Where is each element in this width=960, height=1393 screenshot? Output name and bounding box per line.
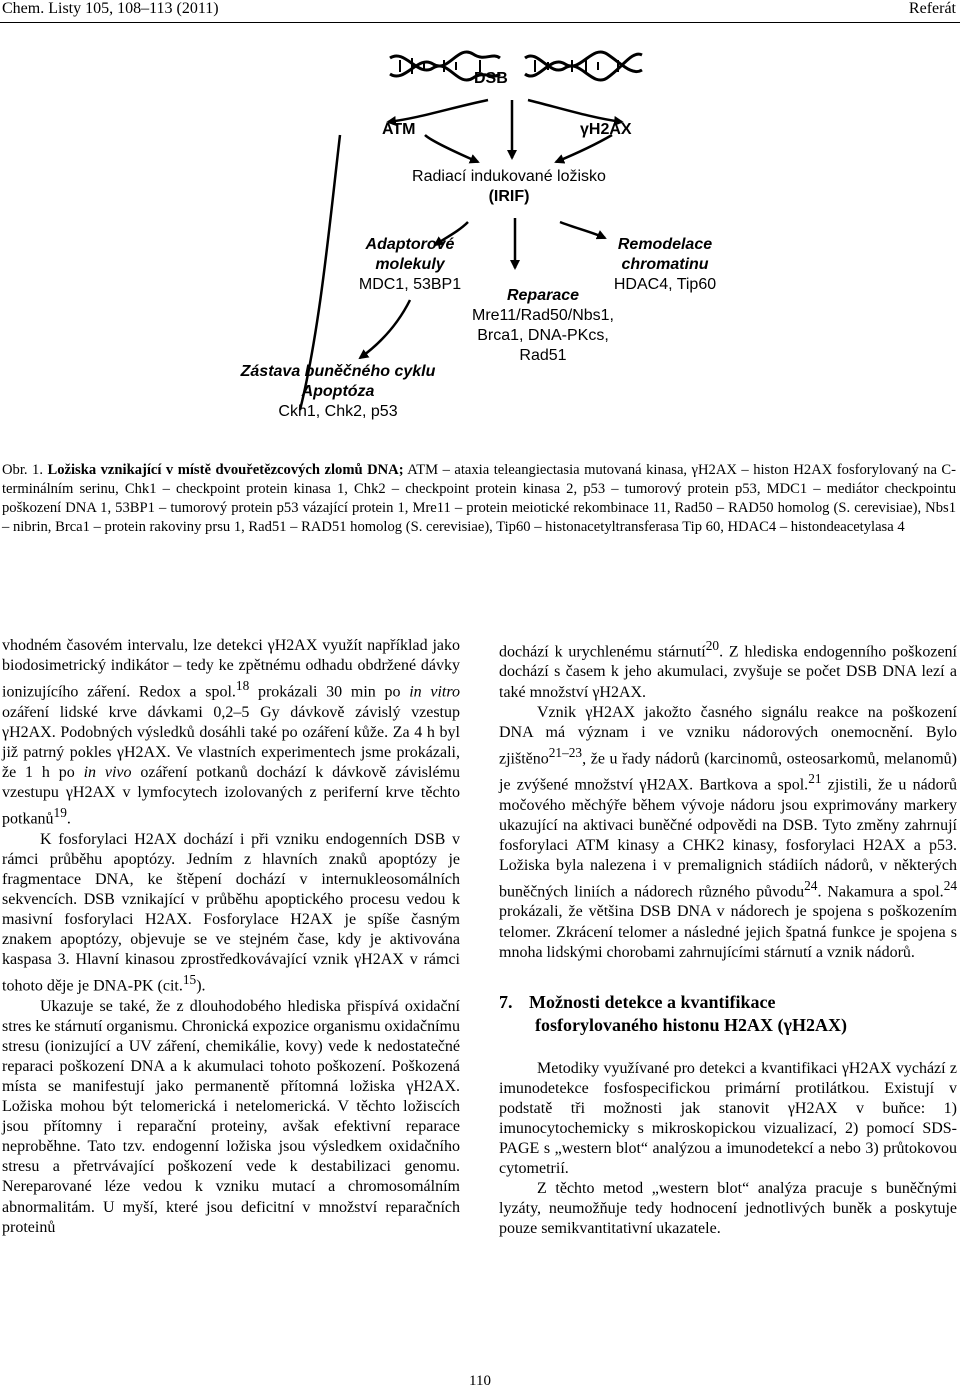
repair-line4: Rad51 (519, 347, 567, 364)
citation-ref: 19 (53, 805, 67, 821)
citation-ref: 24 (943, 878, 958, 894)
caption-title: Ložiska vznikající v místě dvouřetězcových zlomů DNA; (47, 462, 404, 478)
remodel-line3: HDAC4, Tip60 (613, 276, 717, 293)
remodel-line2: chromatinu (621, 256, 709, 273)
arrest-line3: Ckh1, Chk2, p53 (278, 403, 398, 420)
section-number: 7. (499, 991, 513, 1012)
paragraph: K fosforylaci H2AX dochází i při vzniku endogenních DSB v rámci průběhu apoptózy. Jedním z hlavních znaků apoptózy je fragmentace DNA, ke štěpení dochází v internukleosomálních sekvencích. DSB vznikající v průběhu apoptického procesu vedou k masivní fosforylaci H2AX. Fosforylace H2AX je spíše časným znakem apoptózy, objevuje se ve stejném čase, kdy je aktivována kaspasa 3. Hlavní kinasou zprostředkovávající vznik γH2AX v rámci tohoto děje je DNA-PK (cit.$^{15}$). (2, 830, 460, 995)
right-column (499, 636, 957, 1240)
arrest-line2: Apoptóza (301, 383, 375, 400)
paragraph: dochází k urychlenému stárnutí$^{20}$. Z hlediska endogenního poškození dochází s časem k jeho akumulaci, zvyšuje se počet DSB DNA lezí a také množství γH2AX. (499, 638, 957, 701)
repair-line2: Mre11/Rad50/Nbs1, (472, 307, 614, 324)
page-number: 110 (469, 1373, 491, 1389)
figure-diagram (0, 0, 960, 460)
section-title-line2: fosforylovaného histonu H2AX (γH2AX) (535, 1014, 847, 1035)
citation-ref: 21–23 (548, 744, 583, 760)
dna-break-icon (390, 52, 642, 80)
journal-citation: Chem. Listy 105, 108–113 (2011) (2, 0, 219, 17)
gh2ax-label: γH2AX (580, 121, 632, 138)
paragraph: Z těchto metod „western blot“ analýza pracuje s buněčnými lyzáty, neumožňuje tedy hodnocení jednotlivých buněk a poskytuje pouze semikvantitativní ukazatele. (499, 1180, 957, 1238)
irif-line1: Radiací indukované ložisko (412, 168, 606, 185)
section-heading (499, 991, 957, 1037)
irif-line2: (IRIF) (488, 188, 530, 205)
paragraph: Ukazuje se také, že z dlouhodobého hlediska přispívá oxidační stres ke stárnutí organismu. Chronická expozice organismu oxidačnímu stresu (ionizující a UV záření, chemikálie, kovy) vede k nedostatečné reparaci poškození DNA a k akumulaci tohoto poškození. Poškozená místa se manifestují jako permanentě přítomná ložiska γH2AX. Ložiska mohou být telomerická i netelomerická. V těchto ložiscích jsou přítomny i reparační proteiny, avšak efektivní reparace neproběhne. Tato tzv. endogenní ložiska jsou výsledkem oxidačního stresu a přetrvávající poškození vede k destabilizaci genomu. Nereparované léze vedou k vzniku mutací a chromosomálním abnormalitám. U myší, které jsou deficitní v množství reparačních proteinů (2, 997, 460, 1236)
citation-ref: 15 (182, 972, 197, 988)
caption-label: Obr. 1. (2, 462, 43, 478)
left-column (2, 636, 460, 1238)
caption-text: ATM – ataxia teleangiectasia mutovaná kinasa, γH2AX – histon H2AX fosforylovaný na C-terminálním serinu, Chk1 – checkpoint protein kinasa 1, Chk2 – checkpoint protein kinasa 2, p53 – tumorový protein p53, MDC1 – mediátor checkpointu poškození DNA 1, 53BP1 – tumorový protein p53 vázající protein 1, Mre11 – protein meiotické rekombinace 11, Rad50 – RAD50 homolog (S. cerevisiae), Nbs1 – nibrin, Brca1 – protein rakoviny prsu 1, Rad51 – RAD51 homolog (S. cerevisiae), Tip60 – histonacetyltransferasa Tip 60, HDAC4 – histondeacetylasa 4 (2, 462, 957, 535)
section-title-line1: Možnosti detekce a kvantifikace (529, 991, 776, 1012)
citation-ref: 21 (808, 771, 822, 787)
atm-label: ATM (382, 121, 416, 138)
adaptor-line1: Adaptorové (365, 236, 455, 253)
figure-caption (2, 461, 956, 537)
repair-line1: Reparace (506, 287, 580, 304)
paragraph: vhodném časovém intervalu, lze detekci γH2AX využít například jako biodosimetrický indikátor – tedy ke zpětnému odhadu obdržené dávky ionizujícího záření. Redox a spol.$^{18}$ prokázali 30 min po in vitro ozáření lidské krve dávkami 0,2–5 Gy dávkově závislý vzestup γH2AX. Podobných výsledků dosáhli také po ozáření kůže. Za 4 h byl již patrný pokles γH2AX. Ve vlastních experimentech jsme prokázali, že 1 h po in vivo ozáření potkanů dochází k dávkově závislému vzestupu γH2AX v lymfocytech izolovaných z periferní krve těchto potkanů$^{19}$. (2, 637, 461, 828)
remodel-line1: Remodelace (617, 236, 713, 253)
paragraph: Metodiky využívané pro detekci a kvantifikaci γH2AX vychází z imunodetekce fosfospecifickou primární protilátkou. Existují v podstatě tři možnosti jak stanovit γH2AX v buňce: 1) imunocytochemicky s mikroskopickou vizualizací, 2) pomocí SDS-PAGE s „western blot“ analýzou a imunodetekcí a nebo 3) průtokovou cytometrií. (499, 1059, 957, 1178)
repair-line3: Brca1, DNA-PKcs, (477, 327, 609, 344)
citation-ref: 24 (804, 878, 818, 894)
adaptor-line3: MDC1, 53BP1 (358, 276, 462, 293)
citation-ref: 18 (235, 678, 250, 694)
arrest-line1: Zástava buněčného cyklu (240, 363, 436, 380)
dsb-label: DSB (474, 70, 508, 87)
paragraph: Vznik γH2AX jakožto časného signálu reakce na poškození DNA má význam i ve vzniku nádorových onemocnění. Bylo zjištěno$^{21-23}$, že u řady nádorů (karcinomů, osteosarkomů, melanomů) je zvýšené množství γH2AX. Bartkova a spol.$^{21}$ zjistili, že u nádorů močového měchýře během vývoje nádoru jsou exprimovány markery ukazující na aktivaci buněčné odpovědi na DSB. Tyto změny zahrnují fosforylaci ATM kinasy a CHK2 kinasy, fosforylaci H2AX a p53. Ložiska byla nalezena i v premalignich stádiích nádorů, v některých buněčných liniích a nádorech různého původu$^{24}$. Nakamura a spol.$^{24}$ prokázali, že většina DSB DNA v nádorech je spojena s poškozením telomer. Zkrácení telomer a následné jejich špatná funkce je spojena s mnoha lidskými chorobami zahrnujícími stárnutí a vznik nádorů. (499, 703, 958, 961)
citation-ref: 20 (705, 638, 720, 653)
article-type: Referát (908, 0, 956, 17)
adaptor-line2: molekuly (375, 256, 445, 273)
